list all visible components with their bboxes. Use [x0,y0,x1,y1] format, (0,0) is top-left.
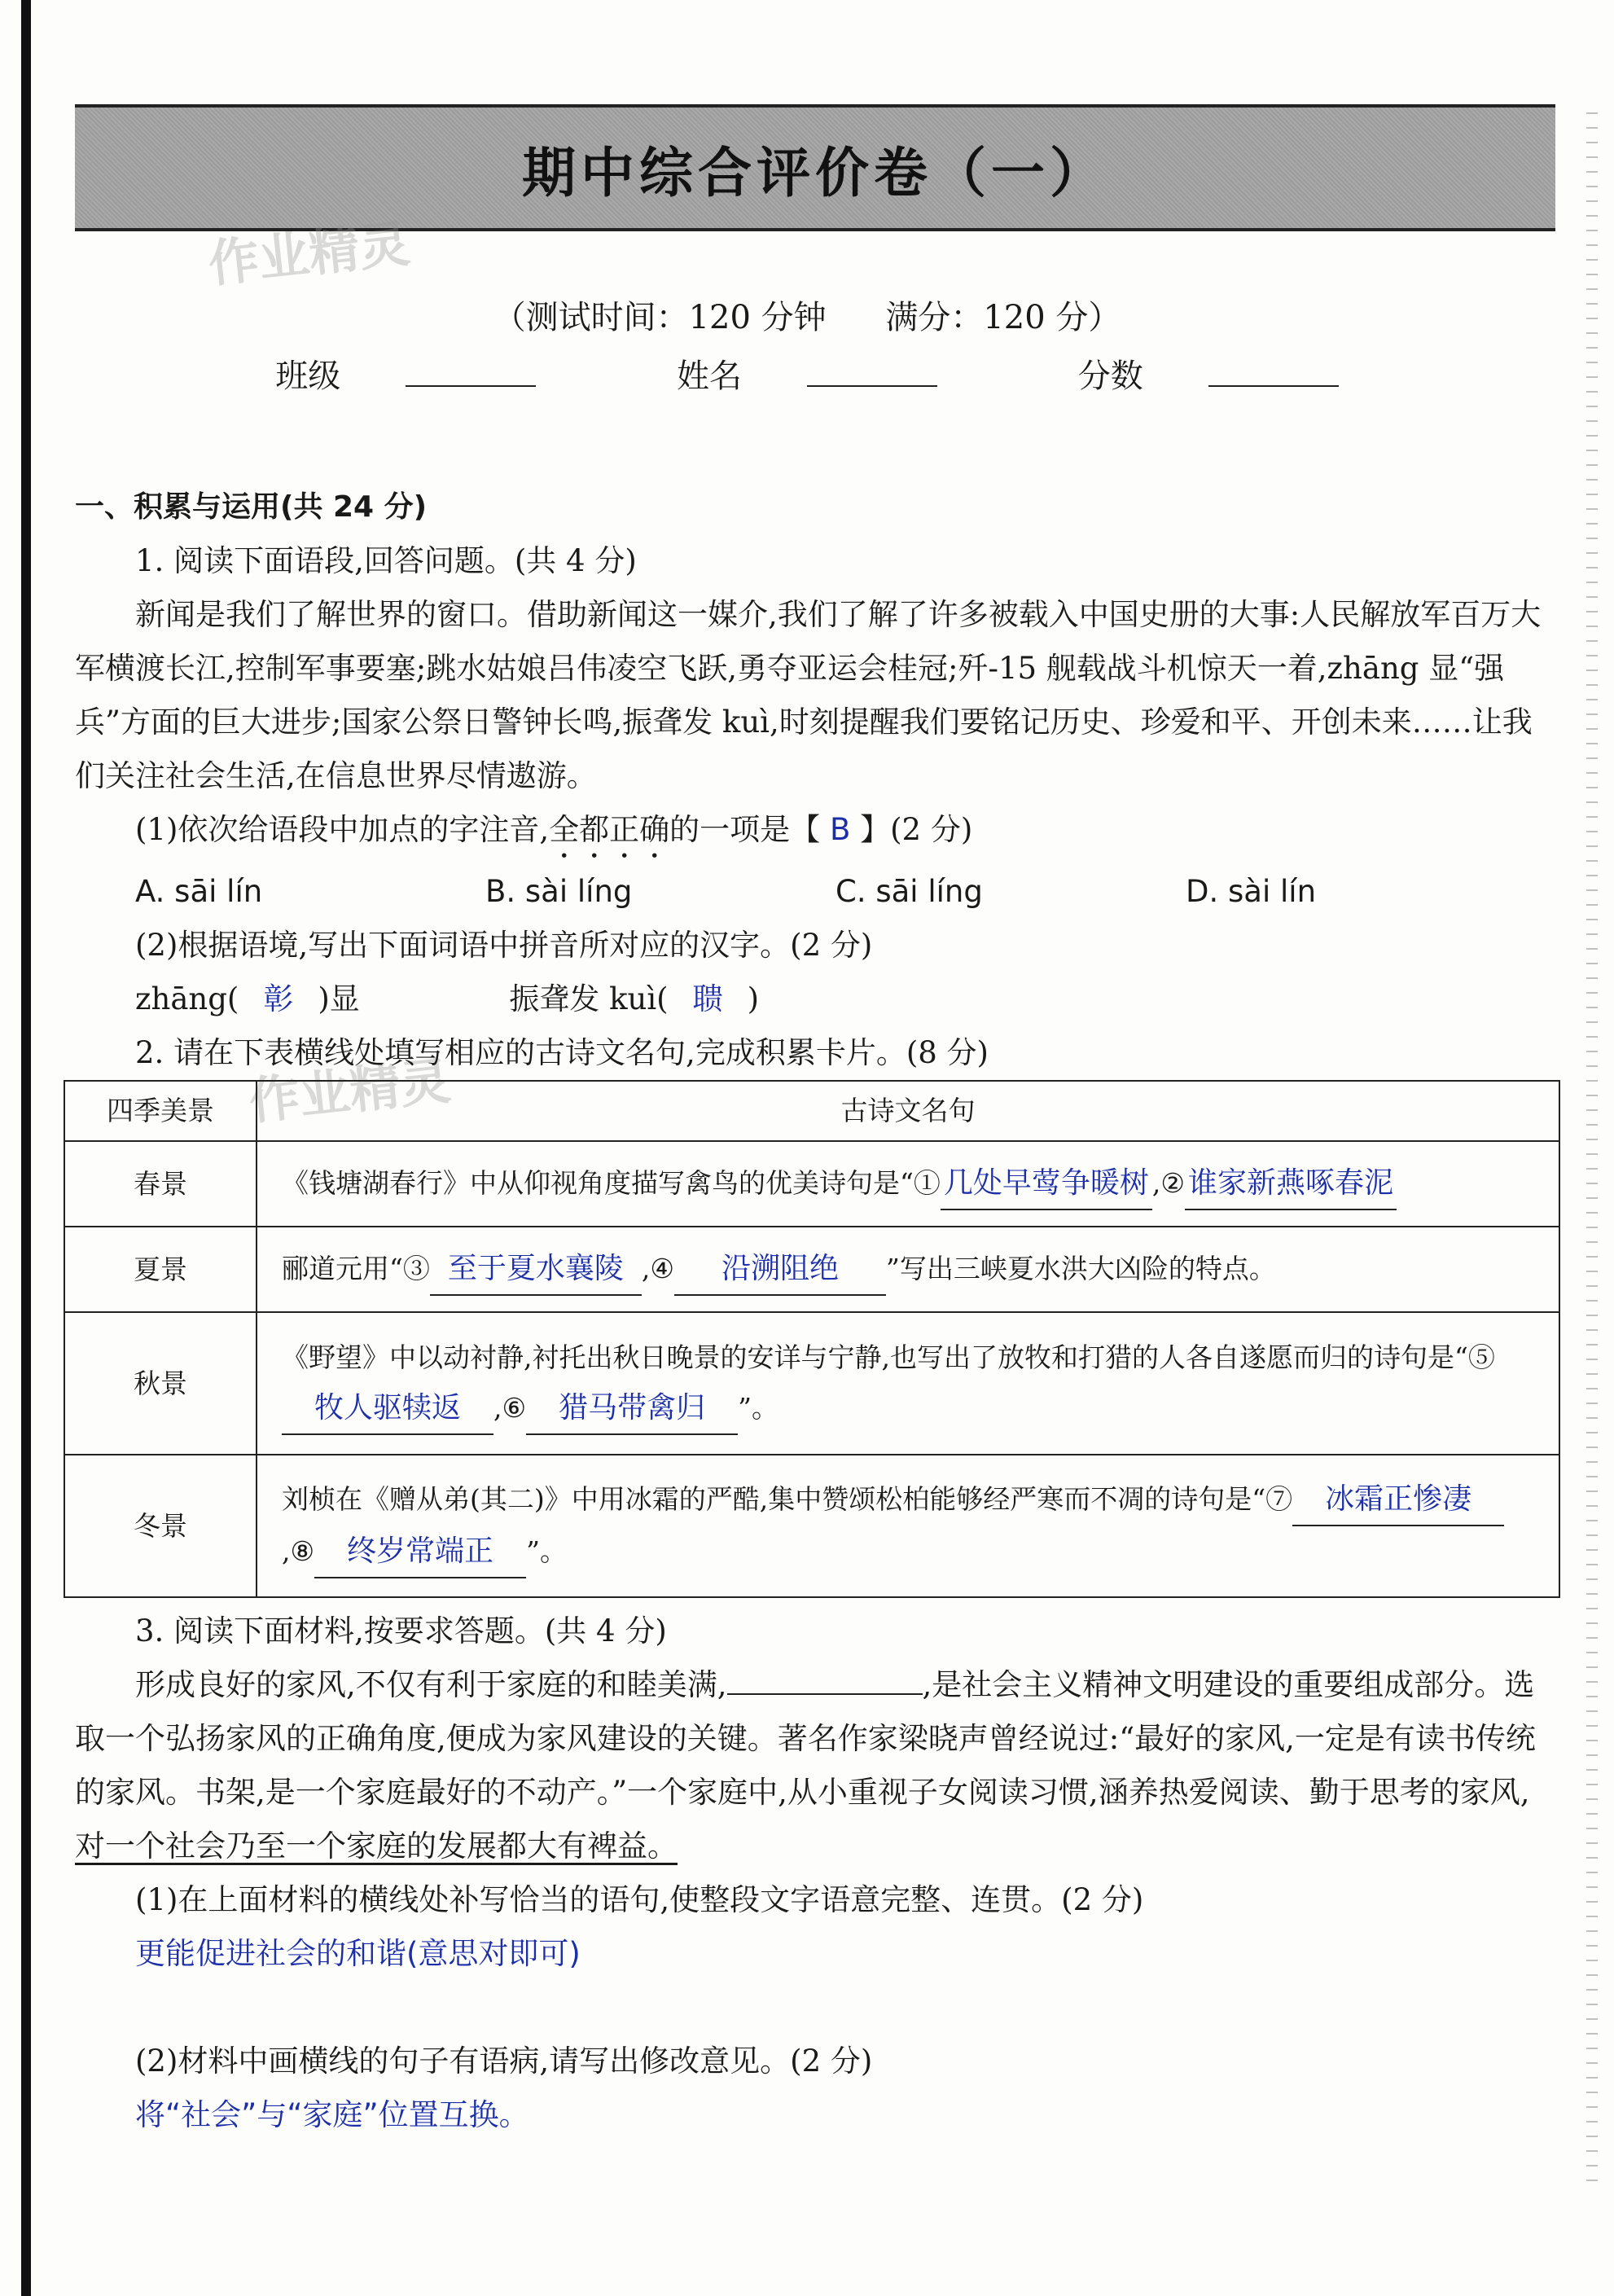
page-title: 期中综合评价卷（一） [522,140,1108,204]
option-c[interactable]: C. sāi líng [836,874,983,909]
q1-sub2-answers: zhāng( 彰 )显 振聋发 kuì( 聩 ) [135,981,760,1016]
q3-sub1: (1)在上面材料的横线处补写恰当的语句,使整段文字语意完整、连贯。(2 分) [135,1882,1144,1917]
q1-sub1-answer: B [829,812,851,847]
q3-sub2: (2)材料中画横线的句子有语病,请写出修改意见。(2 分) [135,2044,873,2079]
class-field[interactable]: 班级 [243,358,568,395]
option-d[interactable]: D. sài lín [1186,874,1317,909]
full-score: 满分：120 分） [885,299,1121,336]
table-header [64,1081,1559,1141]
answer-zhang: 彰 [263,981,294,1016]
name-field[interactable]: 姓名 [644,358,970,395]
option-b[interactable]: B. sài líng [485,874,633,909]
time-limit: （测试时间：120 分钟 [493,299,827,336]
season-summer: 夏景 [64,1227,257,1312]
q3-answer2: 将“社会”与“家庭”位置互换。 [135,2097,529,2132]
student-fields [0,350,1614,397]
blank-3[interactable]: 至于夏水襄陵 [430,1244,642,1296]
table-row: 冬景 刘桢在《赠从弟(其二)》中用冰霜的严酷,集中赞颂松柏能够经严寒而不凋的诗句是“⑦ 冰霜正惨凄,⑧ 终岁常端正 ”。 [64,1455,1559,1597]
blank-4[interactable]: 沿溯阻绝 [674,1244,886,1296]
table-row: 夏景 郦道元用“③ 至于夏水襄陵 ,④ 沿溯阻绝 ”写出三峡夏水洪大凶险的特点。 [64,1227,1559,1312]
blank-2[interactable]: 谁家新燕啄春泥 [1185,1158,1397,1210]
watermark: 作业精灵 [246,1051,454,1131]
season-winter: 冬景 [64,1455,257,1597]
season-spring: 春景 [64,1141,257,1227]
blank-7[interactable]: 冰霜正惨凄 [1292,1474,1504,1526]
q3-faulty-sentence: 对一个社会乃至一个家庭的发展都大有裨益。 [75,1828,678,1864]
q3-blank[interactable] [727,1693,923,1695]
q1-stem: 1. 阅读下面语段,回答问题。(共 4 分) [135,543,637,578]
option-a[interactable]: A. sāi lín [135,874,263,909]
blank-1[interactable]: 几处早莺争暖树 [941,1158,1152,1210]
col-verse: 古诗文名句 [257,1081,1559,1141]
blank-6[interactable]: 猎马带禽归 [526,1383,738,1435]
table-row: 秋景 《野望》中以动衬静,衬托出秋日晚景的安详与宁静,也写出了放牧和打猎的人各自遂愿而归的诗句是“⑤牧人驱犊返 ,⑥ 猎马带禽归 ”。 [64,1312,1559,1455]
score-field[interactable]: 分数 [1046,358,1371,395]
blank-5[interactable]: 牧人驱犊返 [282,1383,493,1435]
blank-8[interactable]: 终岁常端正 [314,1526,526,1578]
q1-options [75,865,1557,919]
answer-kui: 聩 [692,981,723,1016]
perforation-edge [1586,106,1598,2191]
q3-passage: 形成良好的家风,不仅有利于家庭的和睦美满, ,是社会主义精神文明建设的重要组成部分。选取一个弘扬家风的正确角度,便成为家风建设的关键。著名作家梁晓声曾经说过:“最好的家风,一定是有读书传统的家风。书架,是一个家庭最好的不动产。”一个家庭中,从小重视子女阅读习惯,涵养热爱阅读、勤于思考的家风,对一个社会乃至一个家庭的发展都大有裨益。 [75,1667,1536,1864]
q1-sub1: (1)依次给语段中加点的字注音,全都正确的一项是【 B 】(2 分) [135,812,973,847]
q2-stem: 2. 请在下表横线处填写相应的古诗文名句,完成积累卡片。(8 分) [135,1035,989,1070]
col-season: 四季美景 [64,1081,257,1141]
binding-edge [21,0,31,2296]
exam-meta [0,292,1614,338]
section-heading: 一、积累与运用(共 24 分) [75,490,428,524]
q1-sub2: (2)根据语境,写出下面词语中拼音所对应的汉字。(2 分) [135,928,873,963]
q3-answer1: 更能促进社会的和谐(意思对即可) [135,1936,581,1971]
table-row: 春景 《钱塘湖春行》中从仰视角度描写禽鸟的优美诗句是“① 几处早莺争暖树 ,② 谁家新燕啄春泥 [64,1141,1559,1227]
exam-content [75,481,1557,2142]
title-banner [75,104,1555,231]
poetry-table [64,1080,1560,1598]
q1-passage: 新闻是我们了解世界的窗口。借助新闻这一媒介,我们了解了许多被载入中国史册的大事:人民解放军百万大军横渡长江,控制军事要塞;跳水姑娘吕伟凌空飞跃,勇夺亚运会桂冠;歼-15 舰载战斗机惊天一着,zhāng 显“强兵”方面的巨大进步;国家公祭日警钟长鸣,振聋发 kuì,时刻提醒我们要铭记历史、珍爱和平、开创未来……让我们关注社会生活,在信息世界尽情遨游。 [75,597,1542,793]
q3-stem: 3. 阅读下面材料,按要求答题。(共 4 分) [135,1613,667,1648]
season-autumn: 秋景 [64,1312,257,1455]
watermark: 作业精灵 [205,213,413,294]
